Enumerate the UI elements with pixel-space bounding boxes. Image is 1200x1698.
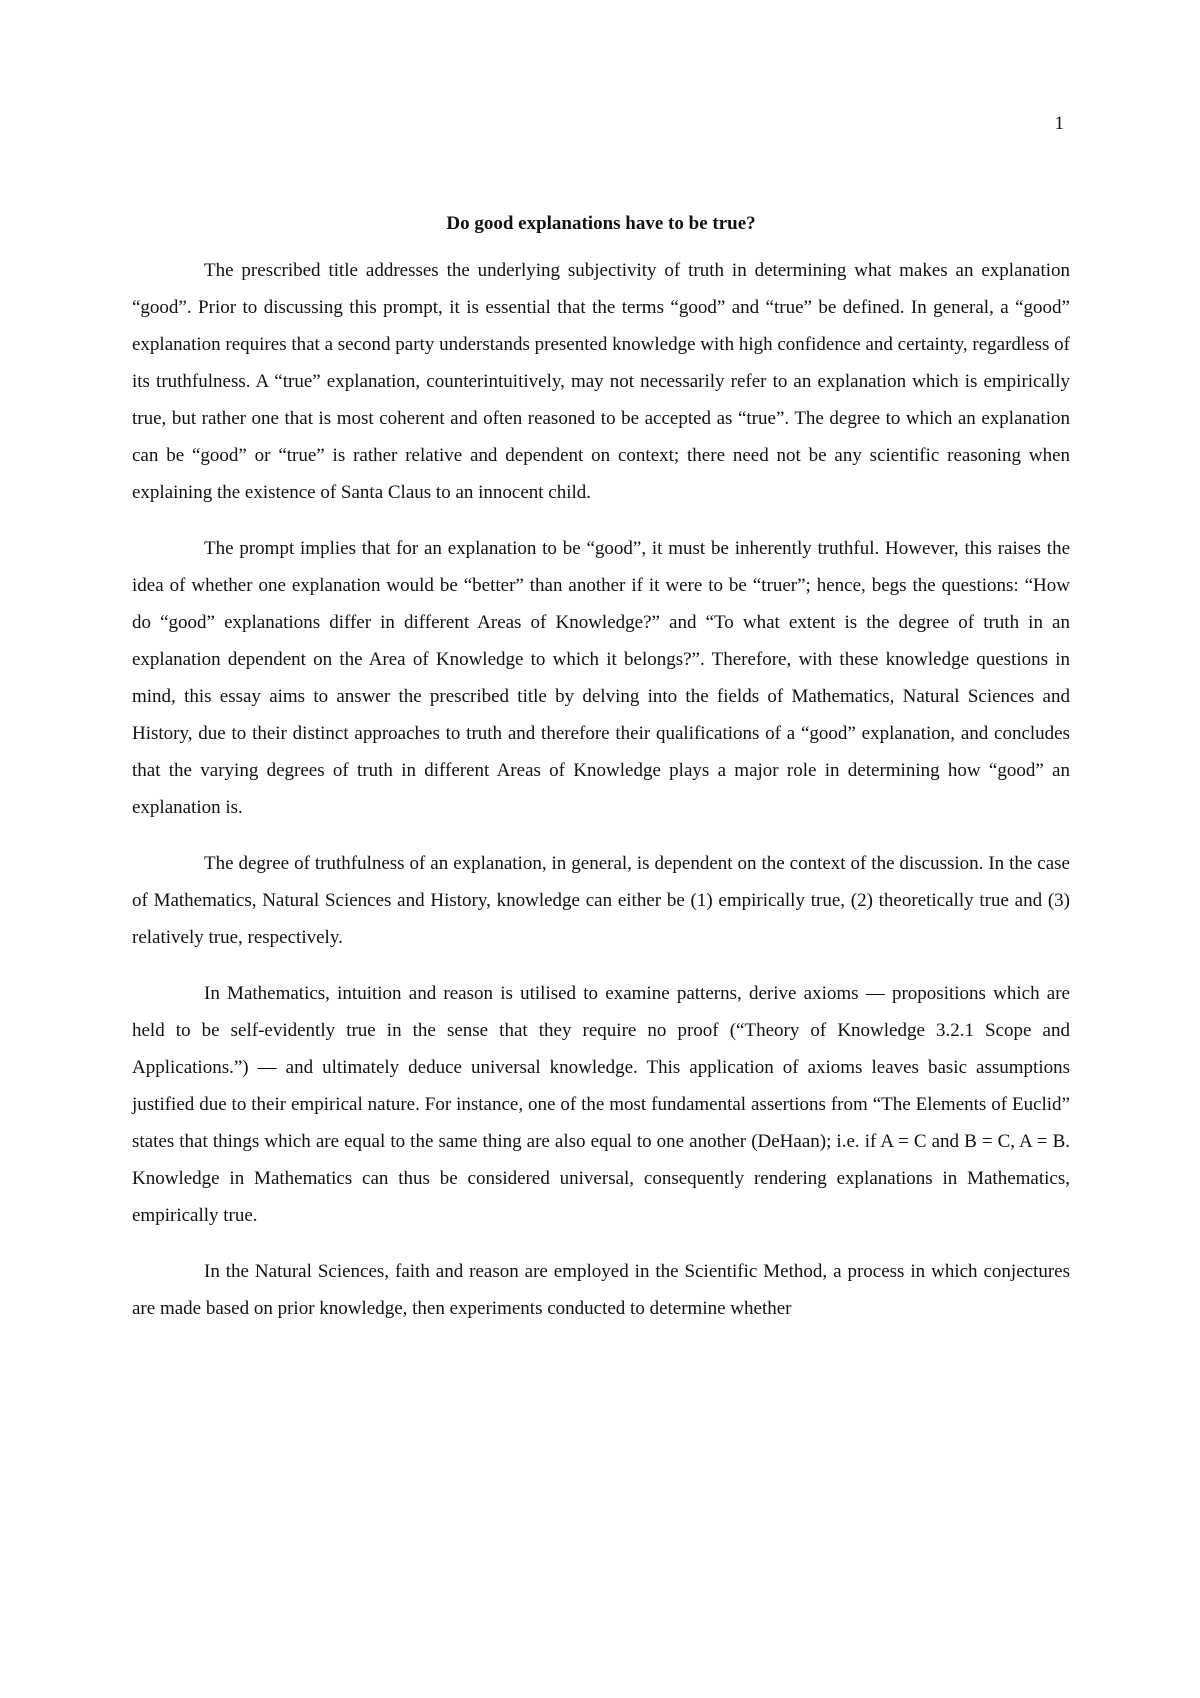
paragraph-knowledge-questions: The prompt implies that for an explanation to be “good”, it must be inherently truthful. However, this raises the idea of whether one explanation would be “better” than another if it were to be “truer”; hence, begs the questions: “How do “good” explanations differ in different Areas of Knowledge?” and “To what extent is the degree of truth in an explanation dependent on the Area of Knowledge to which it belongs?”. Therefore, with these knowledge questions in mind, this essay aims to answer the prescribed title by delving into the fields of Mathematics, Natural Sciences and History, due to their distinct approaches to truth and therefore their qualifications of a “good” explanation, and concludes that the varying degrees of truth in different Areas of Knowledge plays a major role in determining how “good” an explanation is. — [132, 538, 1070, 818]
essay-body — [132, 212, 1070, 1346]
page-number: 1 — [1054, 113, 1064, 134]
paragraph-mathematics: In Mathematics, intuition and reason is utilised to examine patterns, derive axioms — propositions which are held to be self-evidently true in the sense that they require no proof (“Theory of Knowledge 3.2.1 Scope and Applications.”) — and ultimately deduce universal knowledge. This application of axioms leaves basic assumptions justified due to their empirical nature. For instance, one of the most fundamental assertions from “The Elements of Euclid” states that things which are equal to the same thing are also equal to one another (DeHaan); i.e. if A = C and B = C, A = B. Knowledge in Mathematics can thus be considered universal, consequently rendering explanations in Mathematics, empirically true. — [132, 983, 1070, 1226]
essay-title: Do good explanations have to be true? — [446, 213, 756, 234]
paragraph-natural-sciences: In the Natural Sciences, faith and reason are employed in the Scientific Method, a process in which conjectures are made based on prior knowledge, then experiments conducted to determine whether — [132, 1261, 1070, 1319]
paragraph-introduction: The prescribed title addresses the underlying subjectivity of truth in determining what makes an explanation “good”. Prior to discussing this prompt, it is essential that the terms “good” and “true” be defined. In general, a “good” explanation requires that a second party understands presented knowledge with high confidence and certainty, regardless of its truthfulness. A “true” explanation, counterintuitively, may not necessarily refer to an explanation which is empirically true, but rather one that is most coherent and often reasoned to be accepted as “true”. The degree to which an explanation can be “good” or “true” is rather relative and dependent on context; there need not be any scientific reasoning when explaining the existence of Santa Claus to an innocent child. — [132, 260, 1070, 503]
paragraph-degree-of-truth: The degree of truthfulness of an explanation, in general, is dependent on the context of the discussion. In the case of Mathematics, Natural Sciences and History, knowledge can either be (1) empirically true, (2) theoretically true and (3) relatively true, respectively. — [132, 853, 1070, 948]
